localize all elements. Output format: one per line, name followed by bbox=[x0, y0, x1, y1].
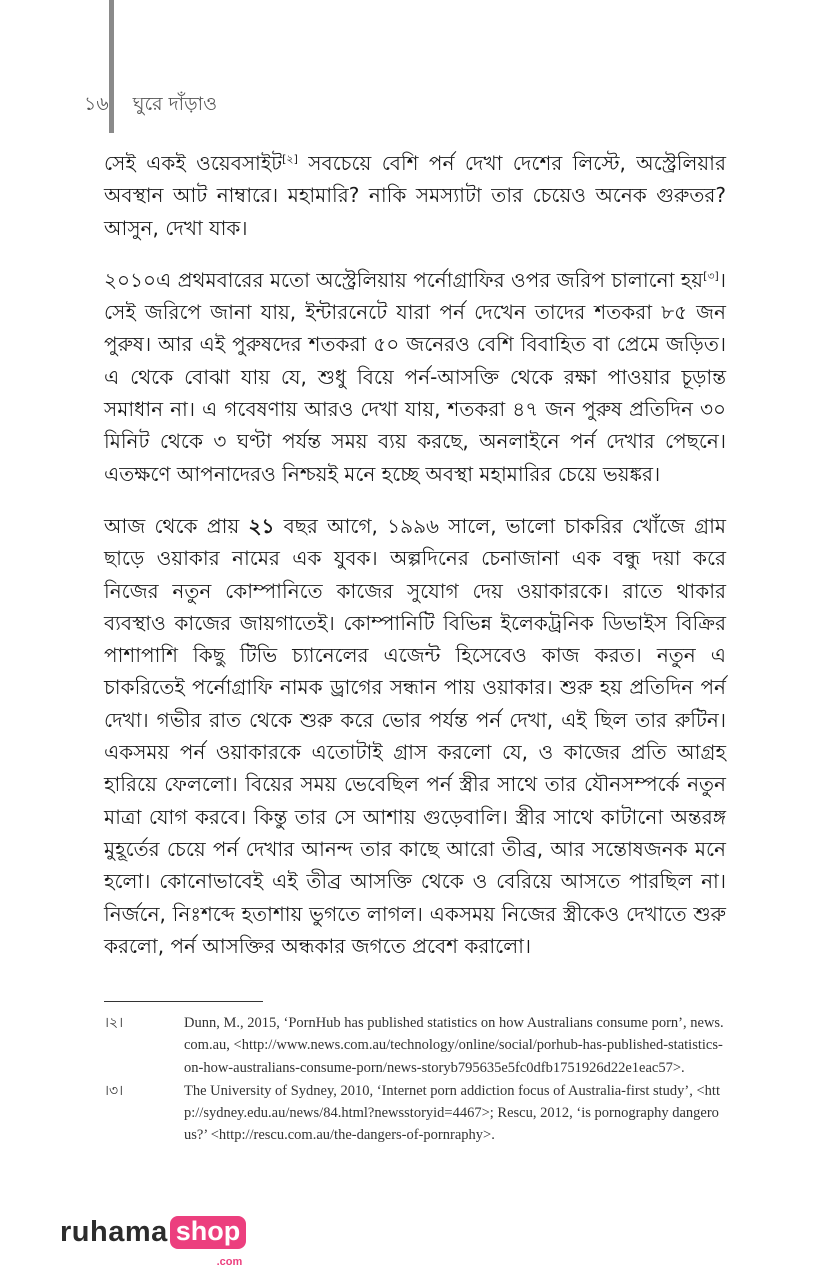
paragraph bbox=[104, 264, 726, 490]
text-segment: । সেই জরিপে জানা যায়, ইন্টারনেটে যারা পর্ন দেখেন তাদের শতকরা ৮৫ জন পুরুষ। আর এই পুরুষদের শতকরা ৫০ জনেরও বেশি বিবাহিত বা প্রেমে জড়িত। এ থেকে বোঝা যায় যে, শুধু বিয়ে পর্ন-আসক্তি থেকে রক্ষা পাওয়ার চূড়ান্ত সমাধান না। এ গবেষণায় আরও দেখা যায়, শতকরা ৪৭ জন পুরুষ প্রতিদিন ৩০ মিনিট থেকে ৩ ঘণ্টা পর্যন্ত সময় ব্যয় করছে, অনলাইনে পর্ন দেখার পেছনে। এতক্ষণে আপনাদেরও নিশ্চয়ই মনে হচ্ছে অবস্থা মহামারির চেয়ে ভয়ঙ্কর। bbox=[104, 267, 726, 486]
paragraph bbox=[104, 147, 726, 244]
logo-shop-text: shop bbox=[175, 1216, 241, 1246]
footnote-marker: ।৩। bbox=[104, 1082, 124, 1099]
footnote-text: The University of Sydney, 2010, ‘Internet porn addiction focus of Australia-first study’, <http://sydney.edu.au/news/84.html?newsstoryid=4467>; Rescu, 2012, ‘is pornography dangerous?’ <http://rescu.com.au/the-dangers-of-pornraphy>. bbox=[184, 1082, 720, 1144]
text-segment: ২০১০এ প্রথমবারের মতো অস্ট্রেলিয়ায় পর্নোগ্রাফির ওপর জরিপ চালানো হয় bbox=[104, 267, 704, 292]
footnote-text: Dunn, M., 2015, ‘PornHub has published statistics on how Australians consume porn’, news.com.au, <http://www.news.com.au/technology/online/social/porhub-has-published-statistics-on-how-australians-consume-porn/news-storyb795635e5fc0dfb1751926d22e1eac57>. bbox=[184, 1015, 724, 1076]
footnote-marker: ।২। bbox=[104, 1015, 124, 1031]
text-segment: আজ থেকে প্রায় bbox=[104, 513, 249, 538]
logo-word: ruhama bbox=[60, 1216, 168, 1248]
running-header bbox=[84, 90, 217, 122]
page-number: ১৬ bbox=[84, 93, 109, 115]
footnote-reference: [২] bbox=[282, 152, 298, 166]
logo-dotcom: .com bbox=[216, 1256, 243, 1268]
paragraph bbox=[104, 510, 726, 962]
book-title: ঘুরে দাঁড়াও bbox=[132, 93, 218, 115]
text-segment: সেই একই ওয়েবসাইট bbox=[104, 151, 283, 175]
footnote bbox=[104, 1080, 726, 1147]
footnotes bbox=[104, 1012, 726, 1148]
footnote-divider bbox=[104, 1001, 263, 1002]
footnote bbox=[104, 1012, 726, 1079]
text-segment: বছর আগে, ১৯৯৬ সালে, ভালো চাকরির খোঁজে গ্রাম ছাড়ে ওয়াকার নামের এক যুবক। অল্পদিনের চেনাজানা এক বন্ধু দয়া করে নিজের নতুন কোম্পানিতে কাজের সুযোগ দেয় ওয়াকারকে। রাতে থাকার ব্যবস্থাও কাজের জায়গাতেই। কোম্পানিটি বিভিন্ন ইলেকট্রনিক ডিভাইস বিক্রির পাশাপাশি কিছু টিভি চ্যানেলের এজেন্ট হিসেবেও কাজ করত। নতুন এ চাকরিতেই পর্নোগ্রাফি নামক ড্রাগের সন্ধান পায় ওয়াকার। শুরু হয় প্রতিদিন পর্ন দেখা। গভীর রাত থেকে শুরু করে ভোর পর্যন্ত পর্ন দেখা, এই ছিল তার রুটিন। একসময় পর্ন ওয়াকারকে এতোটাই গ্রাস করলো যে, ও কাজের প্রতি আগ্রহ হারিয়ে ফেললো। বিয়ের সময় ভেবেছিল পর্ন স্ত্রীর সাথে তার যৌনসম্পর্কে নতুন মাত্রা যোগ করবে। কিন্তু তার সে আশায় গুড়েবালি। স্ত্রীর সাথে কাটানো অন্তরঙ্গ মুহূর্তের চেয়ে পর্ন দেখার আনন্দ তার কাছে আরো তীব্র, আর সন্তোষজনক মনে হলো। কোনোভাবেই এই তীব্র আসক্তি থেকে ও বেরিয়ে আসতে পারছিল না। নির্জনে, নিঃশব্দে হতাশায় ভুগতে লাগল। একসময় নিজের স্ত্রীকেও দেখাতে শুরু করলো, পর্ন আসক্তির অন্ধকার জগতে প্রবেশ করালো। bbox=[104, 513, 726, 958]
text-segment: সবচেয়ে বেশি পর্ন দেখা দেশের লিস্টে, অস্ট্রেলিয়ার অবস্থান আট নাম্বারে। মহামারি? নাকি সমস্যাটা তার চেয়েও অনেক গুরুতর? আসুন, দেখা যাক। bbox=[104, 151, 726, 240]
footnote-reference: [৩] bbox=[703, 269, 719, 283]
ruhamashop-logo bbox=[60, 1216, 246, 1268]
text-segment: ২১ bbox=[248, 513, 275, 538]
body-text bbox=[104, 147, 726, 982]
logo-shop-badge bbox=[170, 1216, 247, 1268]
